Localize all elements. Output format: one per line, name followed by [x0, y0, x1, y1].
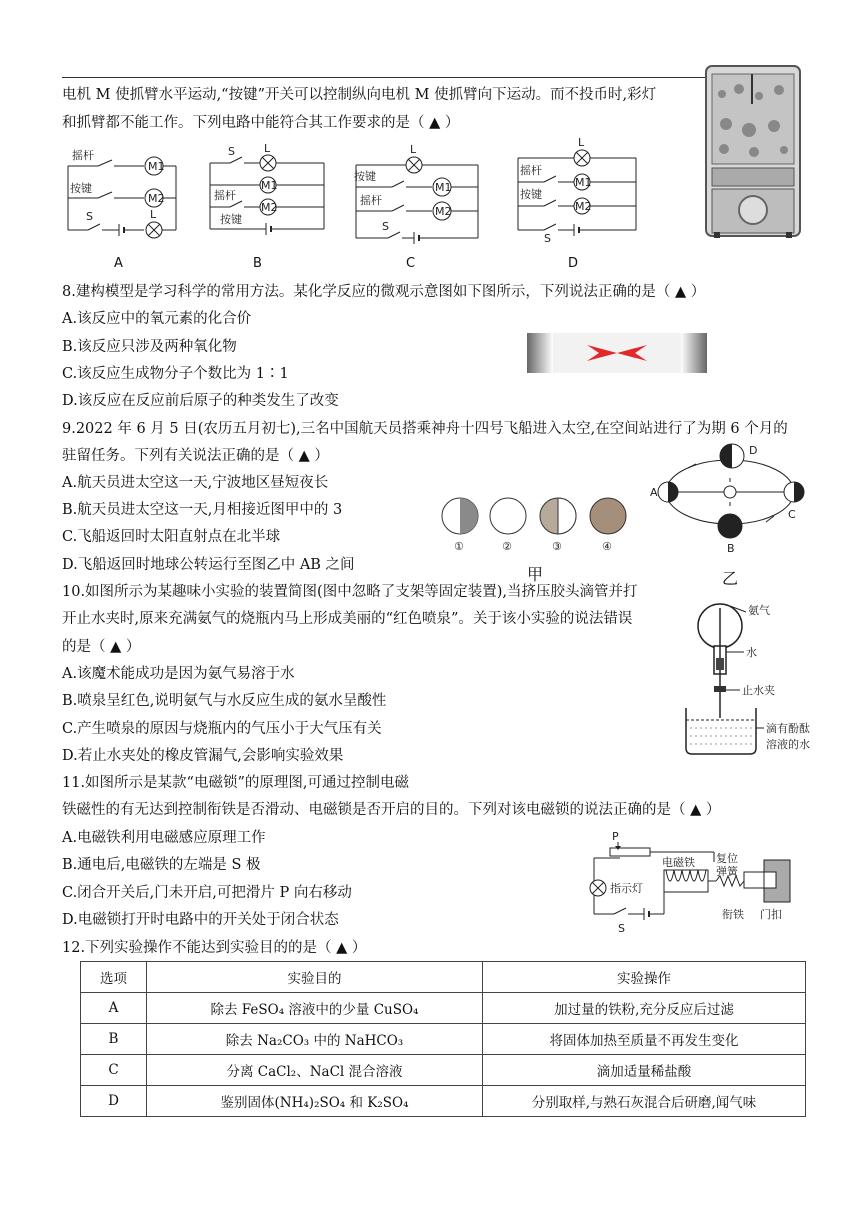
table-header-cell: 实验操作 [483, 962, 806, 993]
q9-stem-line1: 9.2022 年 6 月 5 日(农历五月初七),三名中国航天员搭乘神舟十四号飞船进入太空,在空间站进行了为期 6 个月的 [62, 421, 788, 437]
svg-text:止水夹: 止水夹 [742, 684, 775, 697]
fountain-apparatus [680, 598, 820, 763]
orbit-point-b [718, 514, 742, 555]
table-header-cell: 选项 [81, 962, 147, 993]
svg-text:氨气: 氨气 [748, 604, 770, 617]
circuit-b-label: B [253, 256, 262, 271]
svg-text:按键: 按键 [70, 182, 92, 195]
table-row [81, 1024, 806, 1055]
table-row [81, 993, 806, 1024]
svg-text:水: 水 [746, 646, 757, 659]
svg-text:指示灯: 指示灯 [610, 882, 643, 895]
electromagnetic-lock-diagram [584, 832, 804, 937]
svg-text:滴有酚酞: 滴有酚酞 [766, 722, 810, 735]
moon-phase-4 [590, 498, 626, 553]
svg-text:溶液的水: 溶液的水 [766, 738, 810, 751]
circuit-a [64, 148, 194, 243]
q9-option-b: B.航天员进太空这一天,月相接近图甲中的 3 [62, 502, 343, 518]
circuit-d [514, 136, 649, 245]
table-cell: 分离 CaCl₂、NaCl 混合溶液 [147, 1055, 483, 1086]
svg-text:④: ④ [602, 540, 612, 553]
svg-text:P: P [612, 830, 619, 843]
table-cell: D [81, 1086, 147, 1117]
table-cell: 除去 FeSO₄ 溶液中的少量 CuSO₄ [147, 993, 483, 1024]
claw-machine-photo [704, 64, 804, 239]
svg-text:摇杆: 摇杆 [360, 194, 382, 207]
svg-text:摇杆: 摇杆 [72, 149, 94, 162]
q12-stem: 12.下列实验操作不能达到实验目的的是（ ▲ ） [62, 940, 367, 956]
q11-option-b: B.通电后,电磁铁的左端是 S 极 [62, 857, 261, 873]
q11-stem-line1: 11.如图所示是某款“电磁锁”的原理图,可通过控制电磁 [62, 775, 409, 791]
q10-option-b: B.喷泉呈红色,说明氨气与水反应生成的氨水呈酸性 [62, 693, 387, 709]
table-header-cell: 实验目的 [147, 962, 483, 993]
q11-option-a: A.电磁铁利用电磁感应原理工作 [62, 830, 266, 846]
table-header-row [81, 962, 806, 993]
svg-text:M2: M2 [435, 205, 452, 218]
svg-text:①: ① [454, 540, 464, 553]
svg-text:S: S [618, 922, 625, 935]
q10-option-d: D.若止水夹处的橡皮管漏气,会影响实验效果 [62, 748, 344, 764]
svg-text:C: C [788, 508, 796, 521]
svg-text:M1: M1 [148, 160, 165, 173]
orbit-point-a [650, 482, 678, 502]
moon-phase-2 [490, 498, 526, 553]
circuit-c [352, 143, 487, 243]
q9-option-a: A.航天员进太空这一天,宁波地区昼短夜长 [62, 475, 329, 491]
table-row [81, 1055, 806, 1086]
table-cell: 除去 Na₂CO₃ 中的 NaHCO₃ [147, 1024, 483, 1055]
fig-jia-caption: 甲 [527, 565, 544, 584]
q8-option-c: C.该反应生成物分子个数比为 1∶1 [62, 366, 289, 382]
fig-yi-caption: 乙 [722, 569, 739, 588]
svg-text:D: D [749, 444, 758, 457]
top-rule [62, 77, 798, 78]
orbit-point-d [720, 444, 757, 468]
svg-text:按键: 按键 [354, 170, 376, 183]
svg-text:M2: M2 [575, 200, 592, 213]
q10-stem-line1: 10.如图所示为某趣味小实验的装置简图(图中忽略了支架等固定装置),当挤压胶头滴管并打 [62, 584, 638, 600]
earth-orbit-figure [648, 440, 808, 555]
svg-text:按键: 按键 [520, 188, 542, 201]
svg-text:L: L [150, 208, 157, 221]
q8-stem: 8.建构模型是学习科学的常用方法。某化学反应的微观示意图如下图所示，下列说法正确的是（ ▲ ） [62, 284, 706, 300]
svg-text:电磁铁: 电磁铁 [662, 856, 695, 869]
svg-text:M1: M1 [435, 181, 452, 194]
table-cell: 滴加适量稀盐酸 [483, 1055, 806, 1086]
q11-stem-line2: 铁磁性的有无达到控制衔铁是否滑动、电磁锁是否开启的目的。下列对该电磁锁的说法正确的是（ ▲ ） [62, 802, 721, 818]
table-cell: 鉴别固体(NH₄)₂SO₄ 和 K₂SO₄ [147, 1086, 483, 1117]
svg-text:M1: M1 [575, 176, 592, 189]
circuit-a-label: A [114, 256, 123, 271]
q8-option-d: D.该反应在反应前后原子的种类发生了改变 [62, 393, 339, 409]
q8-option-b: B.该反应只涉及两种氧化物 [62, 339, 237, 355]
q12-table [80, 961, 806, 1117]
q7-stem-line1: 电机 M 使抓臂水平运动,“按键”开关可以控制纵向电机 M 使抓臂向下运动。而不投币时,彩灯 [62, 87, 657, 103]
q9-stem-line2: 驻留任务。下列有关说法正确的是（ ▲ ） [62, 448, 329, 464]
q11-option-d: D.电磁锁打开时电路中的开关处于闭合状态 [62, 912, 339, 928]
svg-text:衔铁: 衔铁 [722, 908, 744, 921]
svg-text:L: L [578, 136, 585, 149]
svg-text:弹簧: 弹簧 [716, 865, 738, 878]
q9-option-c: C.飞船返回时太阳直射点在北半球 [62, 529, 281, 545]
q10-option-c: C.产生喷泉的原因与烧瓶内的气压小于大气压有关 [62, 721, 382, 737]
svg-text:L: L [410, 143, 417, 156]
moon-phase-1 [442, 498, 478, 553]
q8-option-a: A.该反应中的氧元素的化合价 [62, 311, 252, 327]
table-cell: 分别取样,与熟石灰混合后研磨,闻气味 [483, 1086, 806, 1117]
q10-stem-line3: 的是（ ▲ ） [62, 639, 141, 655]
svg-text:复位: 复位 [716, 852, 738, 865]
svg-text:L: L [264, 142, 271, 155]
table-cell: C [81, 1055, 147, 1086]
circuit-d-label: D [568, 256, 579, 271]
q9-option-d: D.飞船返回时地球公转运行至图乙中 AB 之间 [62, 557, 355, 573]
q10-stem-line2: 开止水夹时,原来充满氨气的烧瓶内马上形成美丽的“红色喷泉”。关于该小实验的说法错误 [62, 611, 633, 627]
svg-text:S: S [86, 210, 93, 223]
svg-text:M2: M2 [148, 192, 165, 205]
q10-option-a: A.该魔术能成功是因为氨气易溶于水 [62, 666, 295, 682]
q11-option-c: C.闭合开关后,门未开启,可把滑片 P 向右移动 [62, 885, 352, 901]
table-cell: 加过量的铁粉,充分反应后过滤 [483, 993, 806, 1024]
table-row [81, 1086, 806, 1117]
table-cell: A [81, 993, 147, 1024]
circuit-c-label: C [406, 256, 416, 271]
svg-text:M2: M2 [261, 201, 278, 214]
svg-text:摇杆: 摇杆 [214, 189, 236, 202]
table-cell: B [81, 1024, 147, 1055]
svg-text:B: B [727, 542, 735, 555]
orbit-point-c [784, 482, 804, 521]
q7-stem-line2: 和抓臂都不能工作。下列电路中能符合其工作要求的是（ ▲ ） [62, 115, 460, 131]
svg-text:②: ② [502, 540, 512, 553]
svg-text:S: S [228, 145, 235, 158]
svg-text:门扣: 门扣 [760, 908, 782, 921]
svg-text:按键: 按键 [220, 213, 242, 226]
table-cell: 将固体加热至质量不再发生变化 [483, 1024, 806, 1055]
circuit-b [206, 143, 336, 238]
svg-text:S: S [382, 220, 389, 233]
svg-text:S: S [544, 232, 551, 245]
svg-text:A: A [650, 486, 658, 499]
reaction-diagram [527, 333, 707, 373]
moon-phase-3 [540, 498, 576, 553]
svg-text:M1: M1 [261, 179, 278, 192]
svg-text:③: ③ [552, 540, 562, 553]
svg-text:摇杆: 摇杆 [520, 164, 542, 177]
